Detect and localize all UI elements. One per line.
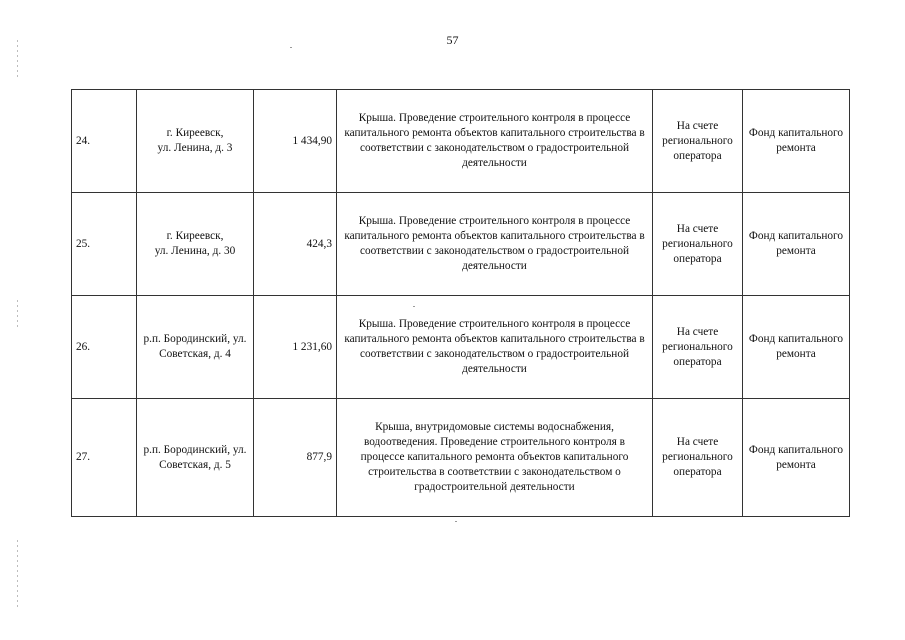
repair-works-table <box>71 89 850 517</box>
address-line: ул. Ленина, д. 3 <box>157 142 233 154</box>
table-row <box>72 90 850 193</box>
scan-edge-mark <box>17 300 18 330</box>
account-cell: На счете регионального оператора <box>653 193 743 296</box>
address-line: г. Киреевск, <box>166 230 224 242</box>
row-number: 24. <box>72 90 137 193</box>
address-cell <box>137 399 254 517</box>
page-number: 57 <box>446 33 459 47</box>
address-cell <box>137 193 254 296</box>
area-cell: 424,3 <box>254 193 337 296</box>
address-line: р.п. Бородинский, ул. <box>143 333 247 345</box>
account-cell: На счете регионального оператора <box>653 399 743 517</box>
row-number: 27. <box>72 399 137 517</box>
account-cell: На счете регионального оператора <box>653 90 743 193</box>
work-description-cell: Крыша. Проведение строительного контроля в процессе капитального ремонта объектов капитального строительства в соответствии с законодательством о градостроительной деятельности <box>337 296 653 399</box>
account-cell: На счете регионального оператора <box>653 296 743 399</box>
address-line: Советская, д. 4 <box>159 348 231 360</box>
address-line: Советская, д. 5 <box>159 458 231 471</box>
scan-speck <box>455 521 457 522</box>
funding-source-cell: Фонд капитального ремонта <box>743 90 850 193</box>
row-number: 26. <box>72 296 137 399</box>
area-cell: 1 231,60 <box>254 296 337 399</box>
funding-source-cell: Фонд капитального ремонта <box>743 296 850 399</box>
table-row <box>72 399 850 517</box>
address-cell <box>137 90 254 193</box>
address-cell <box>137 296 254 399</box>
scan-edge-mark <box>17 540 18 610</box>
work-description-cell: Крыша. Проведение строительного контроля в процессе капитального ремонта объектов капитального строительства в соответствии с законодательством о градостроительной деятельности <box>337 90 653 193</box>
work-description-cell: Крыша. Проведение строительного контроля в процессе капитального ремонта объектов капитального строительства в соответствии с законодательством о градостроительной деятельности <box>337 193 653 296</box>
funding-source-cell: Фонд капитального ремонта <box>743 399 850 517</box>
address-line: г. Киреевск, <box>166 127 224 139</box>
address-line: ул. Ленина, д. 30 <box>154 245 236 257</box>
scan-speck <box>290 47 292 48</box>
funding-source-cell: Фонд капитального ремонта <box>743 193 850 296</box>
row-number: 25. <box>72 193 137 296</box>
table-row <box>72 296 850 399</box>
area-cell: 1 434,90 <box>254 90 337 193</box>
work-description-cell: Крыша, внутридомовые системы водоснабжения, водоотведения. Проведение строительного контроля в процессе капитального ремонта объектов капитального строительства в соответствии с законодательством о градостроительной деятельности <box>337 399 653 517</box>
scan-edge-mark <box>17 40 18 80</box>
area-cell: 877,9 <box>254 399 337 517</box>
address-line: р.п. Бородинский, ул. <box>143 443 247 456</box>
table-row <box>72 193 850 296</box>
